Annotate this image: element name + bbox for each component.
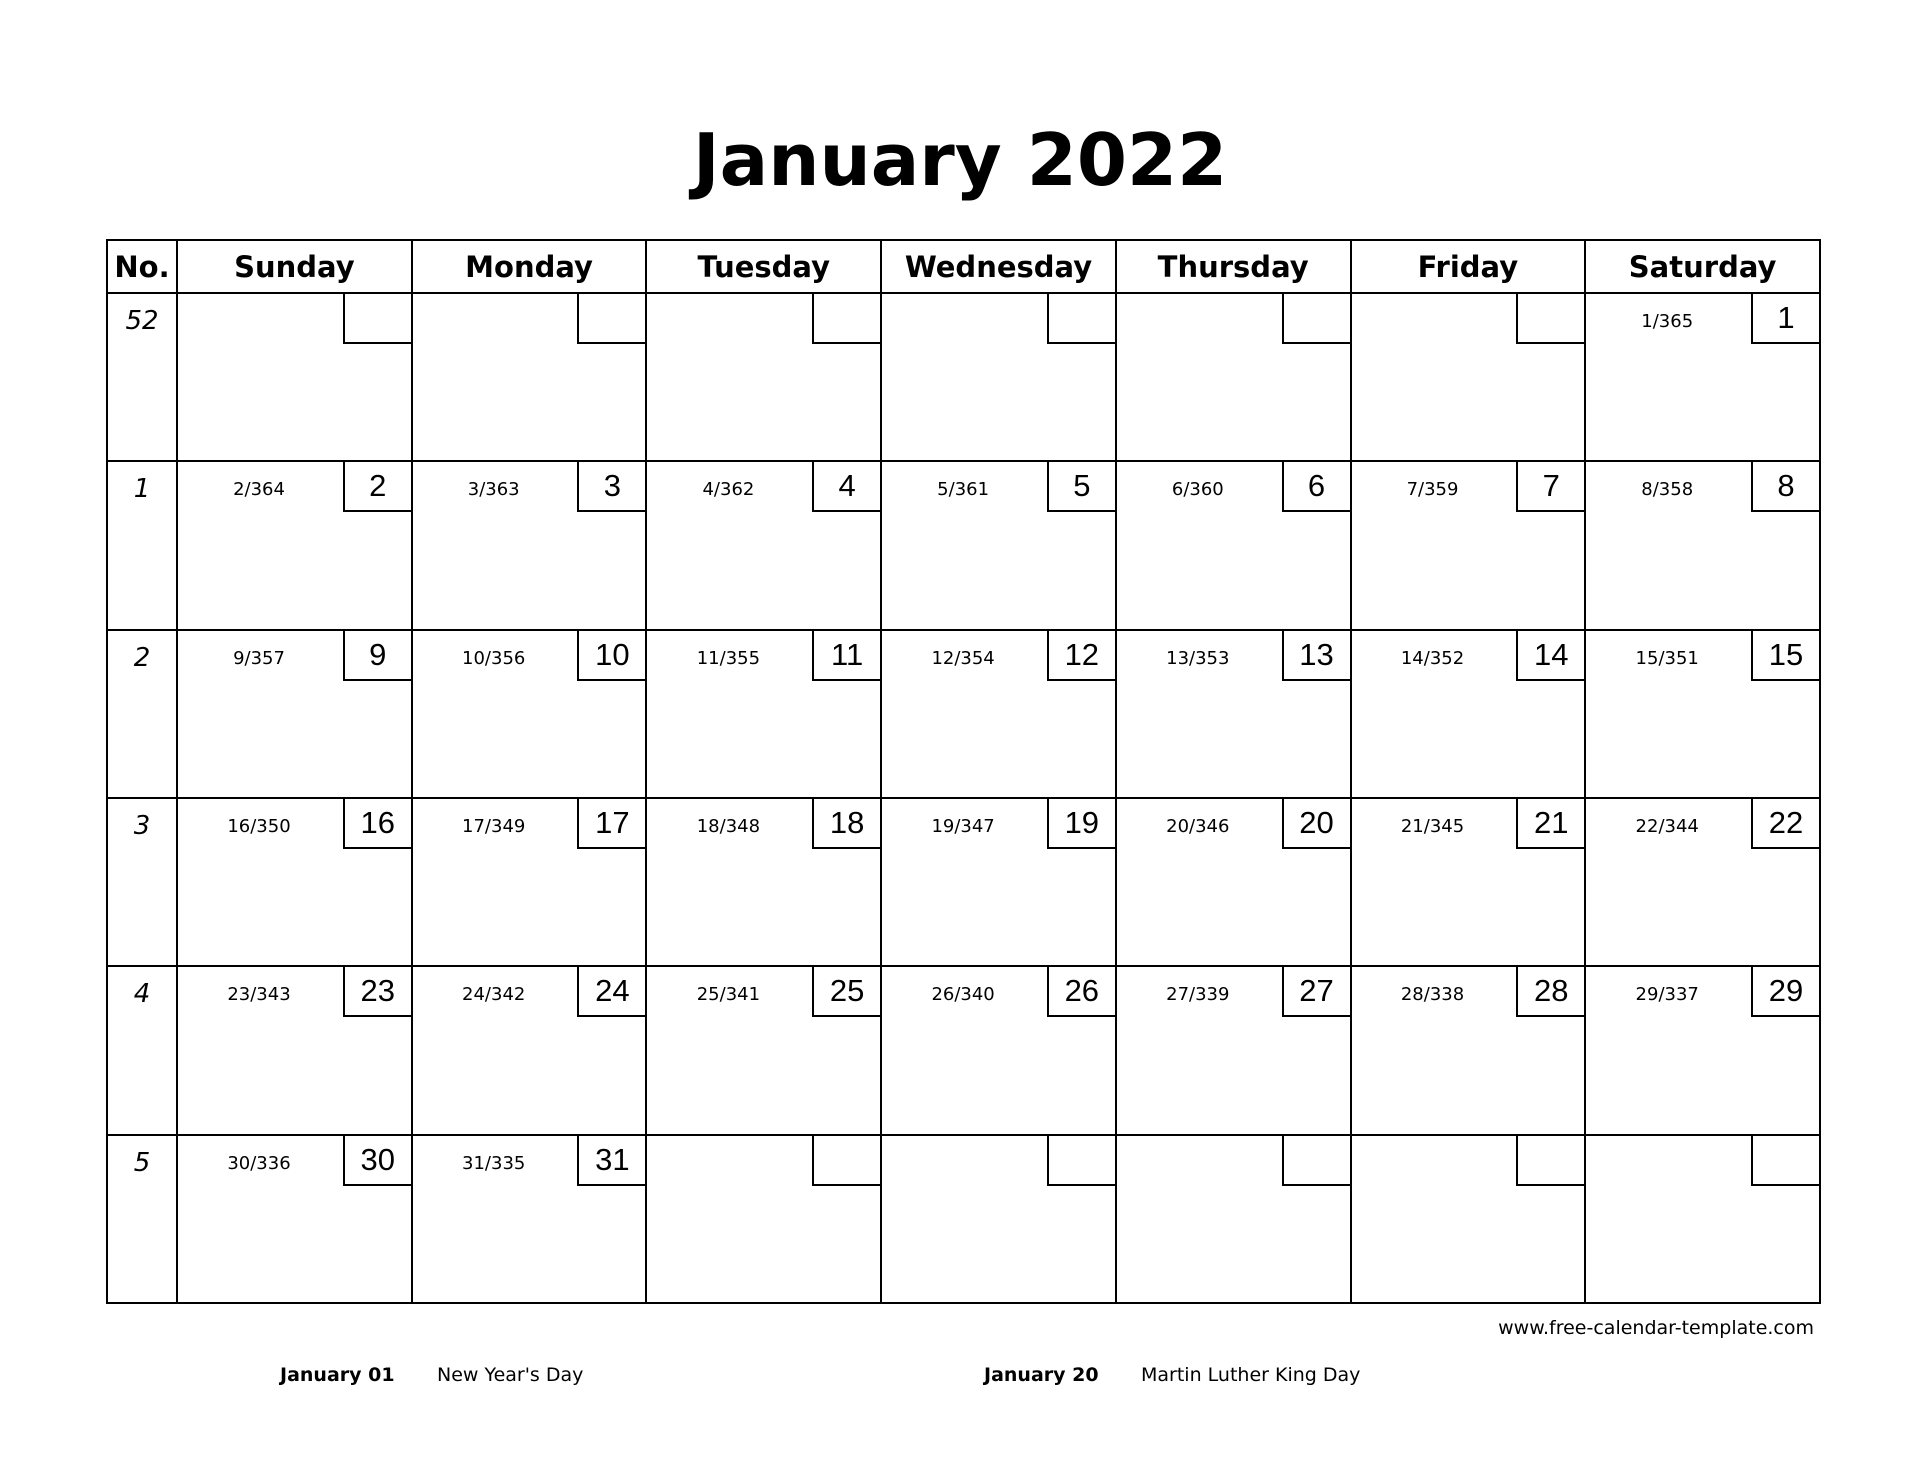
day-cell-saturday [1585,293,1820,461]
day-cell-friday [1351,293,1586,461]
day-of-year-label: 10/356 [462,647,526,669]
day-of-year-label: 3/363 [467,479,520,501]
day-number-box: 27 [1282,965,1352,1017]
week-number-cell [107,630,177,798]
day-number-box: 9 [343,629,413,681]
day-cell-thursday [1116,461,1351,629]
weekday-header-sunday: Sunday [177,240,412,293]
day-number-box: 7 [1516,460,1586,512]
day-cell-wednesday [881,798,1116,966]
weekday-header-saturday: Saturday [1585,240,1820,293]
day-cell-tuesday [646,630,881,798]
day-number-box: 5 [1047,460,1117,512]
day-of-year-label: 4/362 [702,479,755,501]
day-number-box [1516,1134,1586,1186]
weekday-header-row [107,240,1820,293]
day-number-box: 31 [577,1134,647,1186]
day-number-box: 20 [1282,797,1352,849]
day-cell-monday [412,966,647,1134]
day-number-box [1516,292,1586,344]
day-number-box [1751,1134,1821,1186]
day-of-year-label: 25/341 [696,984,761,1006]
day-number-box: 15 [1751,629,1821,681]
day-number-box [812,1134,882,1186]
day-cell-monday [412,461,647,629]
day-cell-tuesday [646,966,881,1134]
day-of-year-label: 28/338 [1400,984,1465,1006]
day-of-year-label: 31/335 [462,1152,526,1174]
day-number-box: 4 [812,460,882,512]
day-cell-wednesday [881,966,1116,1134]
website-url: www.free-calendar-template.com [1498,1317,1814,1339]
week-row [107,461,1820,629]
day-cell-sunday [177,966,412,1134]
day-of-year-label: 6/360 [1171,479,1224,501]
day-of-year-label: 22/344 [1635,815,1699,837]
day-number-box: 26 [1047,965,1117,1017]
day-cell-friday [1351,1135,1586,1303]
day-number-box [577,292,647,344]
day-number-box: 6 [1282,460,1352,512]
day-cell-tuesday [646,461,881,629]
week-number: 52 [125,306,159,336]
day-cell-monday [412,1135,647,1303]
day-number-box: 17 [577,797,647,849]
day-cell-thursday [1116,1135,1351,1303]
day-cell-wednesday [881,461,1116,629]
week-row [107,798,1820,966]
day-number-box: 23 [343,965,413,1017]
day-of-year-label: 12/354 [931,647,995,669]
day-number-box: 11 [812,629,882,681]
day-cell-friday [1351,461,1586,629]
day-number-box: 22 [1751,797,1821,849]
day-cell-saturday [1585,966,1820,1134]
day-cell-sunday [177,630,412,798]
day-number-box: 1 [1751,292,1821,344]
day-number-box: 8 [1751,460,1821,512]
day-number-box: 24 [577,965,647,1017]
day-cell-wednesday [881,293,1116,461]
day-cell-thursday [1116,293,1351,461]
week-number-header: No. [107,240,177,293]
day-cell-sunday [177,1135,412,1303]
calendar-title: January 2022 [692,118,1228,202]
day-of-year-label: 18/348 [696,815,761,837]
day-number-box: 14 [1516,629,1586,681]
week-number: 3 [133,810,151,841]
calendar-grid [106,239,1821,1304]
day-number-box [1047,1134,1117,1186]
day-number-box: 19 [1047,797,1117,849]
day-number-box: 3 [577,460,647,512]
weekday-header-wednesday: Wednesday [881,240,1116,293]
weekday-header-tuesday: Tuesday [646,240,881,293]
day-cell-monday [412,630,647,798]
day-of-year-label: 11/355 [696,647,761,669]
day-cell-wednesday [881,630,1116,798]
day-of-year-label: 27/339 [1166,984,1230,1006]
day-number-box: 29 [1751,965,1821,1017]
day-number-box: 16 [343,797,413,849]
day-number-box: 21 [1516,797,1586,849]
day-cell-saturday [1585,1135,1820,1303]
day-number-box: 18 [812,797,882,849]
day-of-year-label: 29/337 [1635,984,1699,1006]
day-cell-friday [1351,630,1586,798]
day-number-box: 10 [577,629,647,681]
holiday-name: New Year's Day [437,1364,584,1386]
week-row [107,966,1820,1134]
day-number-box: 12 [1047,629,1117,681]
holiday-date: January 20 [984,1364,1099,1386]
week-row [107,630,1820,798]
week-number-cell [107,293,177,461]
day-of-year-label: 20/346 [1166,815,1230,837]
day-of-year-label: 15/351 [1635,647,1699,669]
day-cell-tuesday [646,293,881,461]
day-number-box [812,292,882,344]
day-of-year-label: 2/364 [233,479,285,501]
day-of-year-label: 7/359 [1406,479,1459,501]
week-row [107,1135,1820,1303]
day-cell-saturday [1585,798,1820,966]
day-cell-saturday [1585,461,1820,629]
day-of-year-label: 1/365 [1641,311,1694,332]
weekday-header-thursday: Thursday [1116,240,1351,293]
week-row [107,293,1820,461]
week-number-cell [107,966,177,1134]
day-cell-friday [1351,966,1586,1134]
day-number-box: 28 [1516,965,1586,1017]
day-number-box: 13 [1282,629,1352,681]
day-cell-sunday [177,798,412,966]
holiday-name: Martin Luther King Day [1141,1364,1361,1386]
day-cell-tuesday [646,798,881,966]
week-number-cell [107,1135,177,1303]
week-number-cell [107,798,177,966]
day-cell-tuesday [646,1135,881,1303]
week-number: 5 [133,1147,151,1178]
day-number-box: 2 [343,460,413,512]
day-of-year-label: 13/353 [1166,647,1230,669]
day-cell-wednesday [881,1135,1116,1303]
holiday-date: January 01 [280,1364,395,1386]
day-cell-sunday [177,461,412,629]
day-of-year-label: 9/357 [233,647,285,669]
weekday-header-friday: Friday [1351,240,1586,293]
day-of-year-label: 21/345 [1400,815,1465,837]
day-cell-monday [412,798,647,966]
day-cell-monday [412,293,647,461]
weekday-header-monday: Monday [412,240,647,293]
week-number: 2 [133,642,151,673]
day-number-box: 25 [812,965,882,1017]
day-cell-sunday [177,293,412,461]
day-of-year-label: 26/340 [931,984,995,1006]
day-of-year-label: 14/352 [1400,647,1465,669]
day-of-year-label: 16/350 [227,815,291,837]
day-of-year-label: 8/358 [1641,479,1694,501]
day-of-year-label: 23/343 [227,984,291,1006]
day-cell-thursday [1116,798,1351,966]
week-number: 4 [133,979,151,1010]
day-cell-thursday [1116,966,1351,1134]
week-number-cell [107,461,177,629]
day-of-year-label: 5/361 [937,479,990,501]
day-number-box [1282,292,1352,344]
day-of-year-label: 19/347 [931,815,995,837]
day-cell-friday [1351,798,1586,966]
day-number-box [1282,1134,1352,1186]
day-number-box [1047,292,1117,344]
day-of-year-label: 17/349 [462,815,526,837]
day-cell-saturday [1585,630,1820,798]
day-number-box: 30 [343,1134,413,1186]
week-number: 1 [133,474,151,505]
day-of-year-label: 30/336 [227,1152,291,1174]
day-cell-thursday [1116,630,1351,798]
day-number-box [343,292,413,344]
day-of-year-label: 24/342 [462,984,526,1006]
